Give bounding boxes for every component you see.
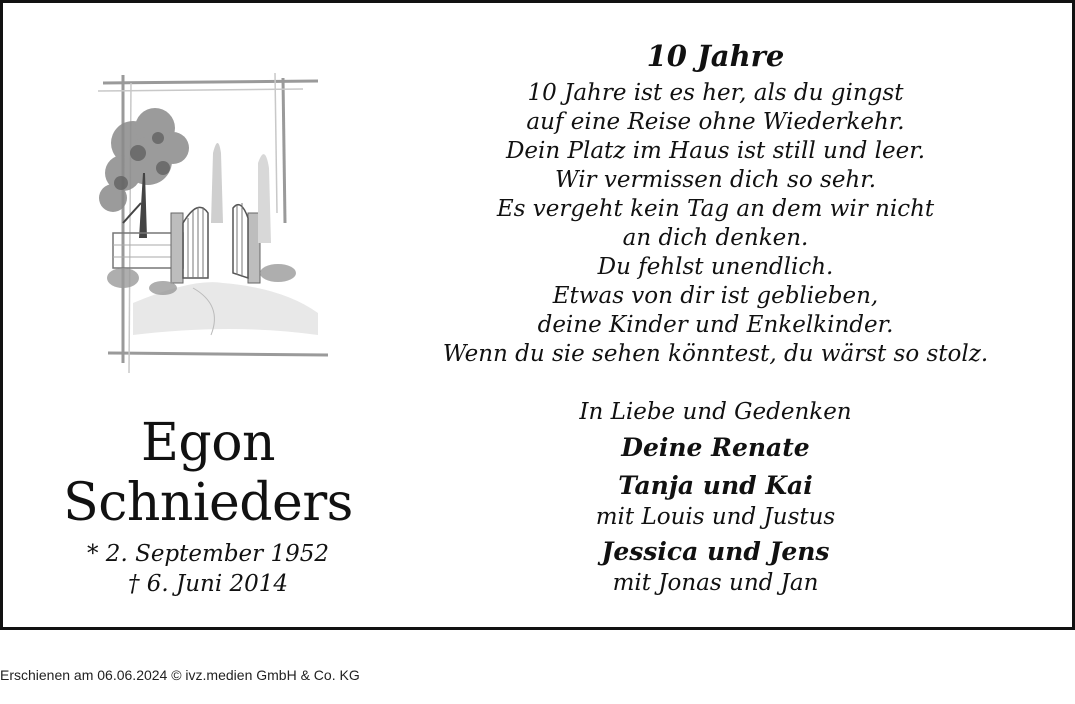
death-date: † 6. Juni 2014 [127,571,289,597]
poem-line: deine Kinder und Enkelkinder. [537,312,894,338]
poem [423,79,1008,369]
family-member-name: Jessica und Jens [601,537,830,566]
last-name: Schnieders [63,473,353,533]
garden-gate-sketch-icon [93,73,333,393]
poem-line: Es vergeht kein Tag an dem wir nicht [496,196,935,222]
poem-line: auf eine Reise ohne Wiederkehr. [526,109,905,135]
poem-line: Du fehlst unendlich. [597,254,834,280]
publication-footer: Erschienen am 06.06.2024 © ivz.medien GmbH & Co. KG [0,667,360,683]
family-member-name: Tanja und Kai [618,471,813,500]
life-dates [43,539,373,599]
poem-line: Wenn du sie sehen könntest, du wärst so stolz. [442,341,989,367]
poem-line: Dein Platz im Haus ist still und leer. [505,138,926,164]
poem-title: 10 Jahre [646,39,785,73]
memorial-text [423,35,1008,597]
family-member-children: mit Louis und Justus [595,504,836,530]
first-name: Egon [140,413,276,473]
birth-date: * 2. September 1952 [87,541,329,567]
family-member-name: Deine Renate [621,433,810,462]
poem-line: Etwas von dir ist geblieben, [552,283,879,309]
poem-line: an dich denken. [622,225,809,251]
closing-phrase: In Liebe und Gedenken [579,399,852,425]
deceased-info [43,413,373,599]
family-member-children: mit Jonas und Jan [612,570,819,596]
family-list [423,431,1008,597]
poem-line: 10 Jahre ist es her, als du gingst [527,80,904,106]
poem-line: Wir vermissen dich so sehr. [554,167,877,193]
